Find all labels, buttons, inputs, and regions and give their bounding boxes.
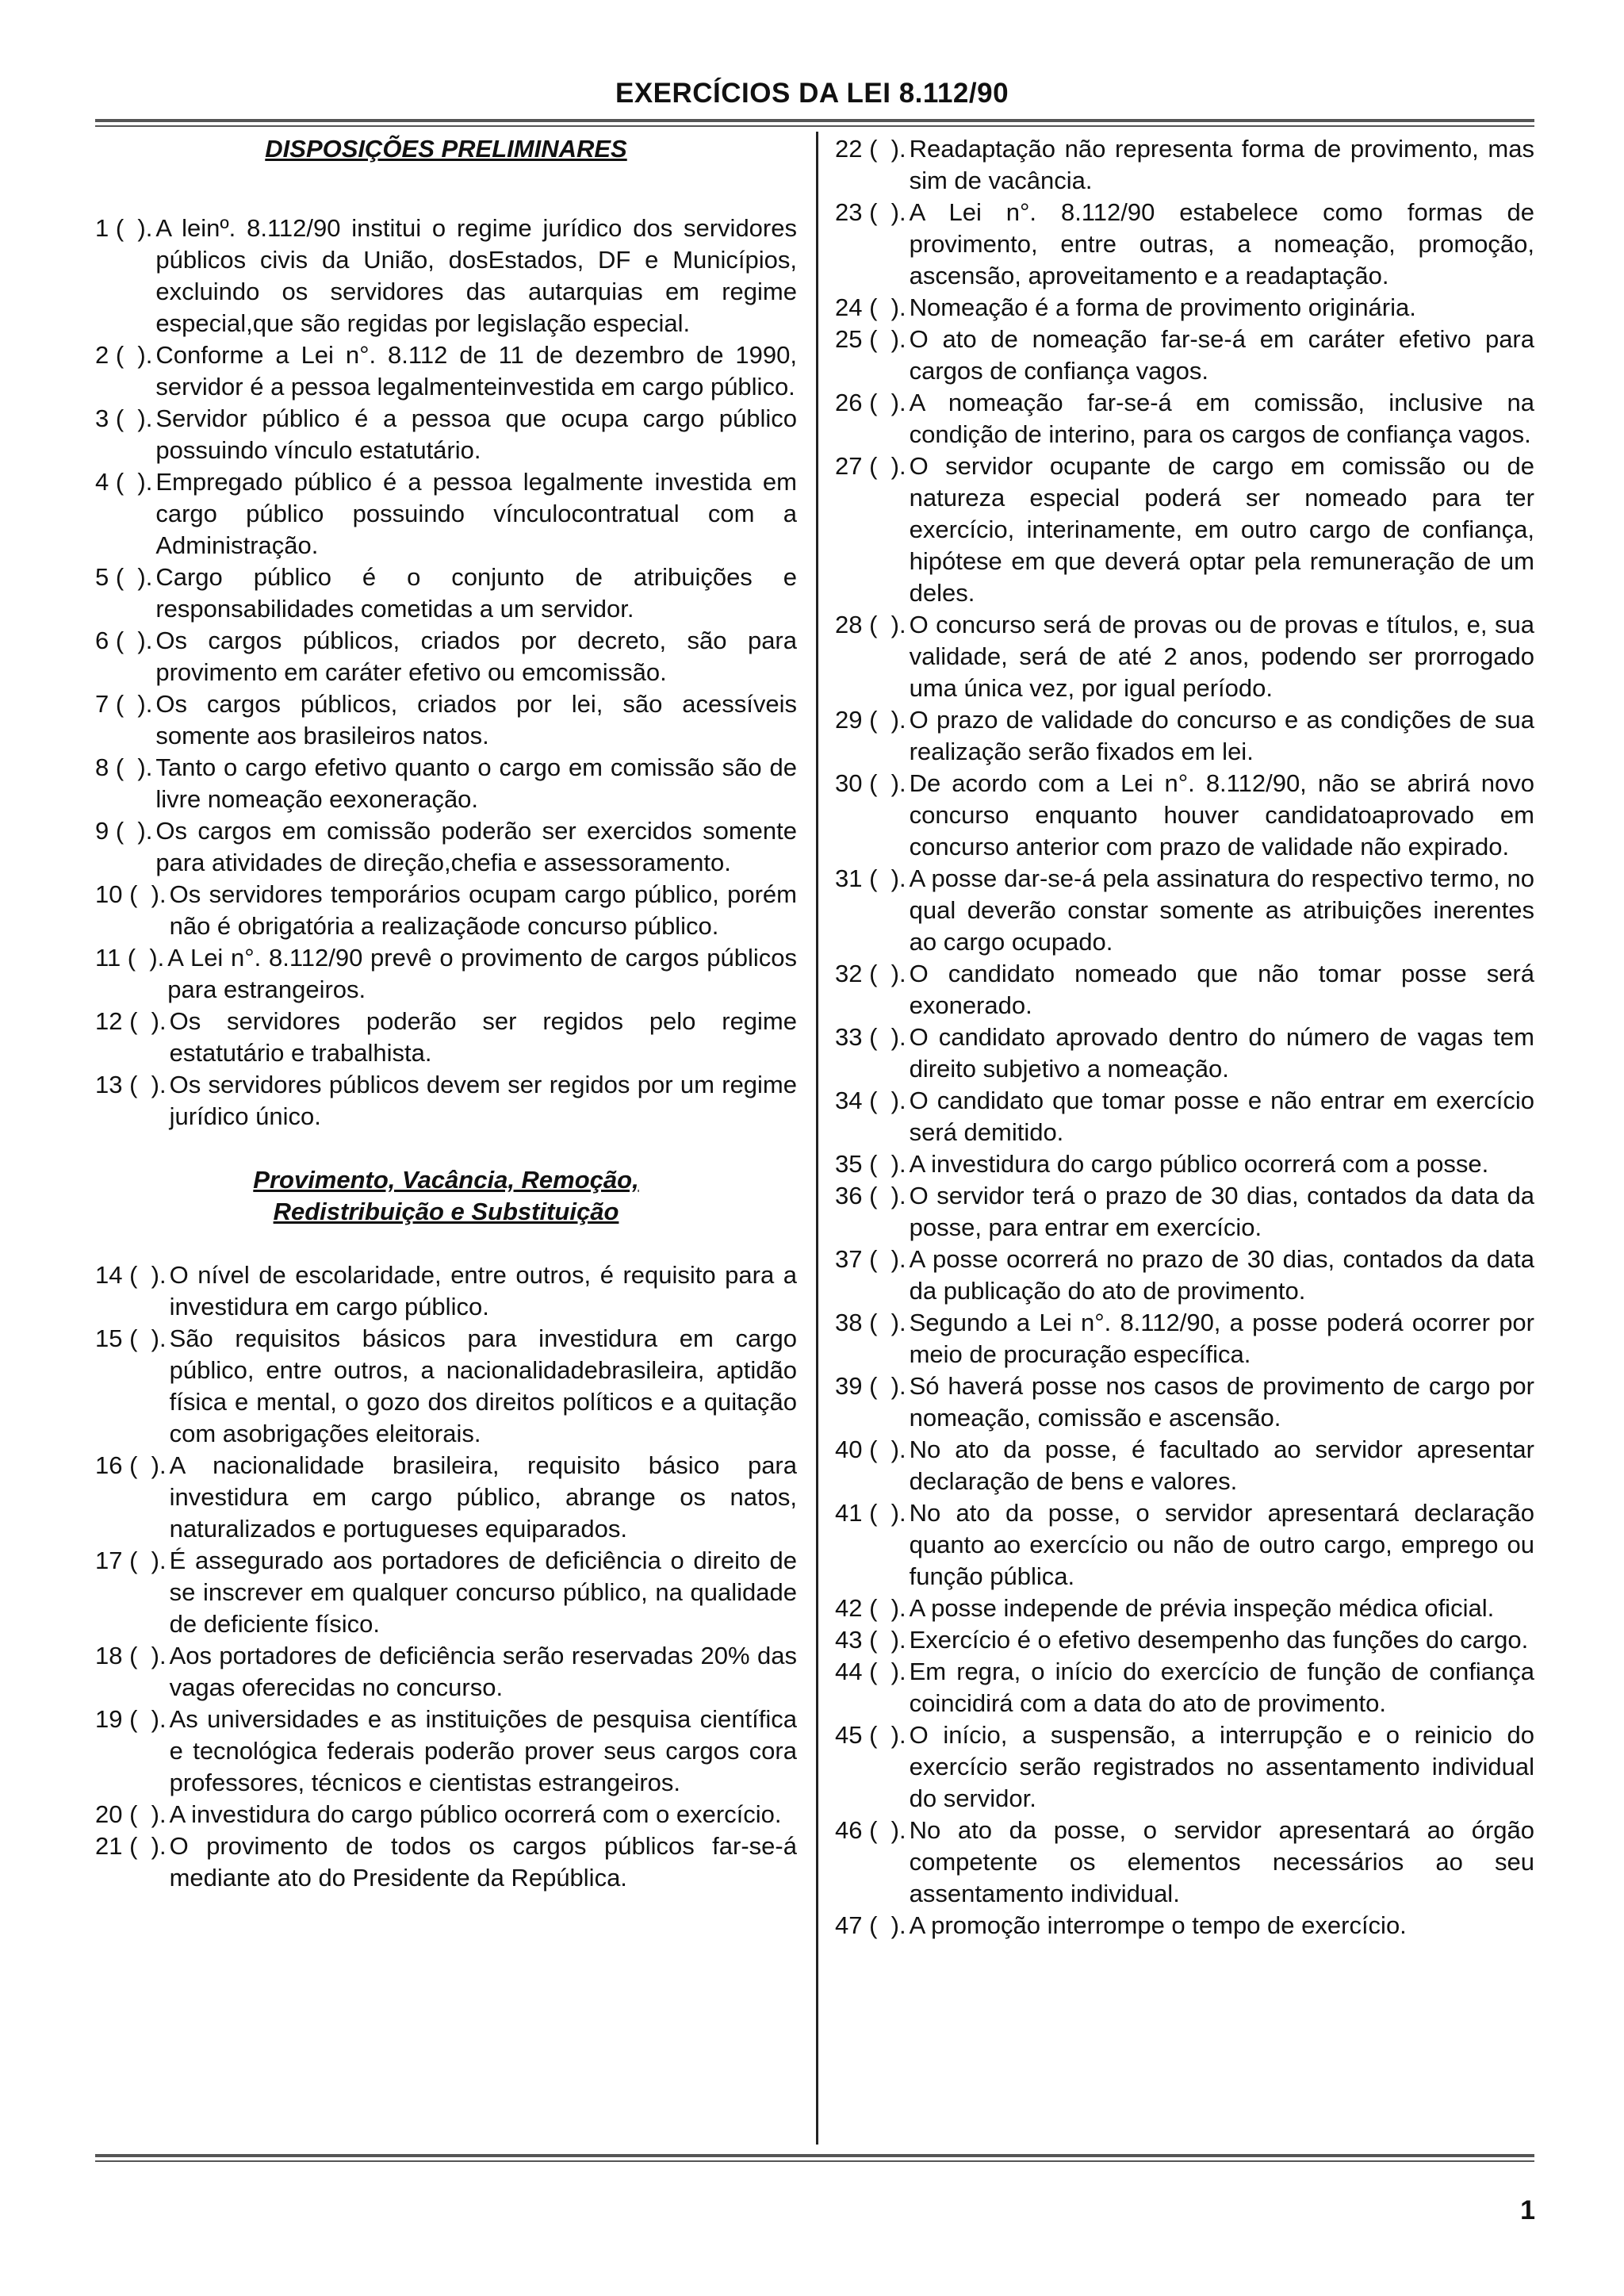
question-item (95, 625, 797, 688)
question-number: 38 ( ). (835, 1309, 906, 1336)
question-text: A investidura do cargo público ocorrerá com o exercício. (169, 1800, 782, 1828)
question-item (95, 339, 797, 403)
question-item (95, 942, 797, 1006)
question-text: O candidato nomeado que não tomar posse será exonerado. (909, 960, 1534, 1019)
question-number: 21 ( ). (95, 1832, 167, 1860)
question-item (95, 213, 797, 339)
question-text: O candidato aprovado dentro do número de vagas tem direito subjetivo a nomeação. (909, 1023, 1534, 1083)
question-text: A promoção interrompe o tempo de exercício. (909, 1911, 1407, 1939)
question-item (835, 1593, 1534, 1624)
question-item (835, 1307, 1534, 1370)
question-number: 42 ( ). (835, 1594, 906, 1622)
question-item (835, 609, 1534, 704)
section-title-preliminares: DISPOSIÇÕES PRELIMINARES (265, 135, 627, 163)
question-item (95, 1450, 797, 1545)
question-text: É assegurado aos portadores de deficiência o direito de se inscrever em qualquer concurso público, na qualidade de deficiente físico. (169, 1547, 797, 1638)
question-text: A nomeação far-se-á em comissão, inclusive na condição de interino, para os cargos de confiança vagos. (909, 389, 1534, 448)
question-text: Os cargos em comissão poderão ser exercidos somente para atividades de direção,chefia e assessoramento. (155, 817, 797, 876)
question-item (835, 1180, 1534, 1244)
question-number: 32 ( ). (835, 960, 906, 987)
question-text: Aos portadores de deficiência serão reservadas 20% das vagas oferecidas no concurso. (169, 1642, 797, 1701)
question-item (95, 1006, 797, 1069)
question-text: O servidor terá o prazo de 30 dias, contados da data da posse, para entrar em exercício. (909, 1182, 1534, 1241)
right-column (835, 133, 1534, 1941)
question-item (95, 879, 797, 942)
question-number: 20 ( ). (95, 1800, 167, 1828)
question-text: Em regra, o início do exercício de função de confiança coincidirá com a data do ato de provimento. (909, 1658, 1534, 1717)
question-number: 3 ( ). (95, 404, 153, 432)
question-item (835, 1370, 1534, 1434)
section-title-provimento-line1: Provimento, Vacância, Remoção, (253, 1166, 639, 1194)
footer-rule (95, 2154, 1534, 2157)
question-number: 43 ( ). (835, 1626, 906, 1654)
question-number: 40 ( ). (835, 1435, 906, 1463)
question-text: O ato de nomeação far-se-á em caráter efetivo para cargos de confiança vagos. (909, 325, 1534, 385)
question-number: 44 ( ). (835, 1658, 906, 1685)
question-number: 45 ( ). (835, 1721, 906, 1749)
question-text: Os servidores temporários ocupam cargo público, porém não é obrigatória a realizaçãode concurso público. (169, 880, 797, 940)
question-number: 36 ( ). (835, 1182, 906, 1209)
question-number: 25 ( ). (835, 325, 906, 353)
question-item (835, 1815, 1534, 1910)
question-text: Os cargos públicos, criados por decreto, são para provimento em caráter efetivo ou emcomissão. (155, 627, 797, 686)
question-text: A posse dar-se-á pela assinatura do respectivo termo, no qual deverão constar somente as atribuições inerentes ao cargo ocupado. (909, 864, 1534, 956)
question-number: 34 ( ). (835, 1087, 906, 1114)
question-number: 23 ( ). (835, 198, 906, 226)
question-text: O início, a suspensão, a interrupção e o reinicio do exercício serão registrados no assentamento individual do servidor. (909, 1721, 1534, 1812)
question-text: Servidor público é a pessoa que ocupa cargo público possuindo vínculo estatutário. (155, 404, 797, 464)
question-number: 46 ( ). (835, 1816, 906, 1844)
column-divider (816, 132, 818, 2145)
question-number: 10 ( ). (95, 880, 167, 908)
question-text: Readaptação não representa forma de provimento, mas sim de vacância. (909, 135, 1534, 194)
question-item (835, 1624, 1534, 1656)
question-text: São requisitos básicos para investidura em cargo público, entre outros, a nacionalidadebrasileira, aptidão física e mental, o gozo dos direitos políticos e a quitação com asobrigações eleitorais. (169, 1324, 797, 1447)
question-text: Conforme a Lei n°. 8.112 de 11 de dezembro de 1990, servidor é a pessoa legalmenteinvestida em cargo público. (155, 341, 797, 401)
question-number: 15 ( ). (95, 1324, 167, 1352)
question-number: 19 ( ). (95, 1705, 167, 1733)
question-item (835, 450, 1534, 609)
question-number: 7 ( ). (95, 690, 153, 718)
question-text: Exercício é o efetivo desempenho das funções do cargo. (909, 1626, 1529, 1654)
question-text: A posse ocorrerá no prazo de 30 dias, contados da data da publicação do ato de provimento. (909, 1245, 1534, 1305)
left-column (95, 133, 797, 1894)
question-item (835, 1910, 1534, 1941)
question-text: Só haverá posse nos casos de provimento de cargo por nomeação, comissão e ascensão. (909, 1372, 1534, 1432)
question-item (835, 1022, 1534, 1085)
question-item (835, 863, 1534, 958)
page-number: 1 (1520, 2195, 1535, 2225)
question-number: 30 ( ). (835, 769, 906, 797)
question-item (835, 1085, 1534, 1148)
question-number: 16 ( ). (95, 1451, 167, 1479)
question-item (835, 197, 1534, 292)
question-number: 27 ( ). (835, 452, 906, 480)
section-title-provimento-line2: Redistribuição e Substituição (273, 1198, 619, 1225)
question-text: O servidor ocupante de cargo em comissão ou de natureza especial poderá ser nomeado para ter exercício, interinamente, em outro cargo de confiança, hipótese em que deverá optar pela remuneração de um deles. (909, 452, 1534, 607)
question-text: Nomeação é a forma de provimento originária. (909, 293, 1416, 321)
question-text: O concurso será de provas ou de provas e títulos, e, sua validade, será de até 2 anos, podendo ser prorrogado uma única vez, por igual período. (909, 611, 1534, 702)
question-text: A leinº. 8.112/90 institui o regime jurídico dos servidores públicos civis da União, dosEstados, DF e Municípios, excluindo os servidores das autarquias em regime especial,que são regidas por legislação especial. (155, 214, 797, 337)
question-text: O provimento de todos os cargos públicos far-se-á mediante ato do Presidente da República. (169, 1832, 797, 1892)
question-text: Cargo público é o conjunto de atribuições e responsabilidades cometidas a um servidor. (155, 563, 797, 623)
question-text: No ato da posse, o servidor apresentará declaração quanto ao exercício ou não de outro cargo, emprego ou função pública. (909, 1499, 1534, 1590)
question-number: 8 ( ). (95, 753, 153, 781)
question-item (95, 1704, 797, 1799)
question-text: A nacionalidade brasileira, requisito básico para investidura em cargo público, abrange os natos, naturalizados e portugueses equiparados. (169, 1451, 797, 1543)
question-text: Tanto o cargo efetivo quanto o cargo em comissão são de livre nomeação eexoneração. (155, 753, 797, 813)
question-text: Os cargos públicos, criados por lei, são acessíveis somente aos brasileiros natos. (155, 690, 797, 749)
question-number: 17 ( ). (95, 1547, 167, 1574)
footer-rule-thin (95, 2160, 1534, 2162)
question-item (835, 133, 1534, 197)
page-title: EXERCÍCIOS DA LEI 8.112/90 (615, 78, 1009, 109)
question-item (95, 688, 797, 752)
question-number: 31 ( ). (835, 864, 906, 892)
question-item (95, 752, 797, 815)
question-number: 24 ( ). (835, 293, 906, 321)
question-item (95, 466, 797, 562)
header-rule-thin (95, 125, 1534, 127)
question-text: A Lei n°. 8.112/90 estabelece como formas de provimento, entre outras, a nomeação, promoção, ascensão, aproveitamento e a readaptação. (909, 198, 1534, 289)
question-item (95, 562, 797, 625)
question-item (835, 1719, 1534, 1815)
question-text: O prazo de validade do concurso e as condições de sua realização serão fixados em lei. (909, 706, 1534, 765)
question-number: 26 ( ). (835, 389, 906, 416)
question-item (835, 1148, 1534, 1180)
question-text: A posse independe de prévia inspeção médica oficial. (909, 1594, 1495, 1622)
question-number: 28 ( ). (835, 611, 906, 638)
question-number: 41 ( ). (835, 1499, 906, 1527)
question-item (835, 1244, 1534, 1307)
question-text: As universidades e as instituições de pesquisa científica e tecnológica federais poderão prover seus cargos cora professores, técnicos e cientistas estrangeiros. (169, 1705, 797, 1796)
question-item (835, 1656, 1534, 1719)
question-number: 29 ( ). (835, 706, 906, 734)
question-number: 47 ( ). (835, 1911, 906, 1939)
question-text: Segundo a Lei n°. 8.112/90, a posse poderá ocorrer por meio de procuração específica. (909, 1309, 1534, 1368)
question-item (835, 768, 1534, 863)
question-number: 4 ( ). (95, 468, 153, 496)
question-text: A Lei n°. 8.112/90 prevê o provimento de cargos públicos para estrangeiros. (167, 944, 797, 1003)
question-item (835, 324, 1534, 387)
question-item (95, 1799, 797, 1830)
question-text: Os servidores públicos devem ser regidos por um regime jurídico único. (169, 1071, 797, 1130)
question-item (835, 1434, 1534, 1497)
question-text: Empregado público é a pessoa legalmente investida em cargo público possuindo vínculocontratual com a Administração. (155, 468, 797, 559)
question-number: 22 ( ). (835, 135, 906, 163)
question-item (95, 403, 797, 466)
question-text: De acordo com a Lei n°. 8.112/90, não se abrirá novo concurso enquanto houver candidatoaprovado em concurso anterior com prazo de validade não expirado. (909, 769, 1534, 861)
question-text: No ato da posse, o servidor apresentará ao órgão competente os elementos necessários ao seu assentamento individual. (909, 1816, 1534, 1907)
question-text: O nível de escolaridade, entre outros, é requisito para a investidura em cargo público. (169, 1261, 797, 1320)
question-number: 2 ( ). (95, 341, 153, 369)
question-number: 9 ( ). (95, 817, 153, 845)
question-number: 14 ( ). (95, 1261, 167, 1289)
question-item (95, 1069, 797, 1133)
question-number: 18 ( ). (95, 1642, 167, 1669)
question-text: A investidura do cargo público ocorrerá com a posse. (909, 1150, 1489, 1178)
question-number: 35 ( ). (835, 1150, 906, 1178)
question-item (835, 387, 1534, 450)
question-item (95, 1323, 797, 1450)
question-number: 1 ( ). (95, 214, 153, 242)
header-rule (95, 119, 1534, 122)
question-number: 6 ( ). (95, 627, 153, 654)
question-item (95, 1259, 797, 1323)
question-number: 5 ( ). (95, 563, 153, 591)
question-text: O candidato que tomar posse e não entrar em exercício será demitido. (909, 1087, 1534, 1146)
question-number: 11 ( ). (95, 944, 165, 972)
question-number: 13 ( ). (95, 1071, 167, 1098)
question-item (835, 958, 1534, 1022)
question-item (95, 815, 797, 879)
question-item (835, 292, 1534, 324)
question-item (95, 1545, 797, 1640)
question-number: 33 ( ). (835, 1023, 906, 1051)
question-number: 39 ( ). (835, 1372, 906, 1400)
question-item (835, 704, 1534, 768)
question-text: Os servidores poderão ser regidos pelo regime estatutário e trabalhista. (169, 1007, 797, 1067)
question-number: 12 ( ). (95, 1007, 167, 1035)
question-text: No ato da posse, é facultado ao servidor apresentar declaração de bens e valores. (909, 1435, 1534, 1495)
question-item (835, 1497, 1534, 1593)
question-item (95, 1830, 797, 1894)
question-item (95, 1640, 797, 1704)
question-number: 37 ( ). (835, 1245, 906, 1273)
